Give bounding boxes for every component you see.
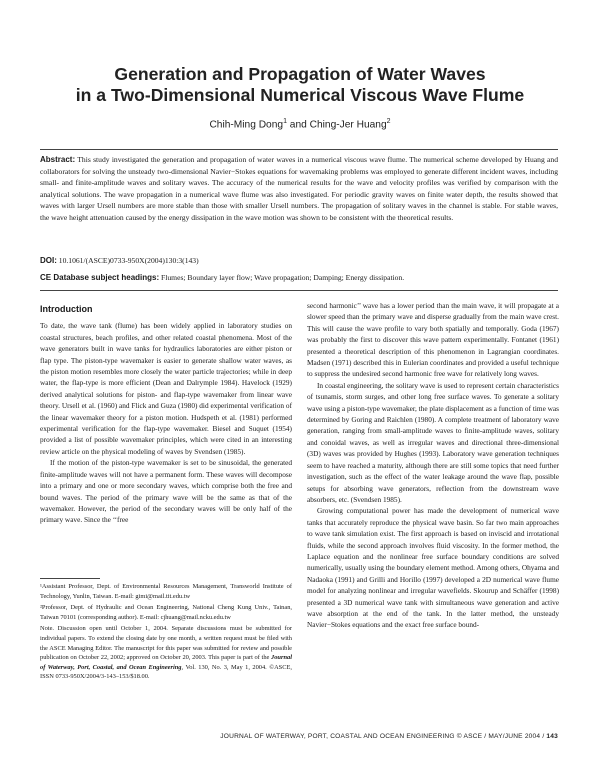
left-paragraph-1: To date, the wave tank (flume) has been widely applied in laboratory studies on coastal structures, beach profiles, and other related coastal phenomena. Most of the wave generators built in wave tanks for hydraulics laboratories are either piston or flap type. The piston-type wavemaker is easier to generate shallow water waves, as the piston motion resembles more closely the water particle trajectories; while in deep water, the flap-type is more efficient (Dean and Dalrymple 1984). Havelock (1929) derived analytical solutions for piston- and flap-type wavemaker from linear wave theory. Ursell et al. (1960) and Flick and Guza (1980) did experimental verification of the linear wavemaker theory for a piston motion. Hudspeth et al. (1981) performed experimental verification for the flap-type wavemaker. Biesel and Suquet (1954) provided a list of possible wavemaker principles, which were cited in an interesting review article on the physical modeling of waves by Svendsen (1985). xyxy=(40,321,292,456)
footer-journal-info: JOURNAL OF WATERWAY, PORT, COASTAL AND OCEAN ENGINEERING © ASCE / MAY/JUNE 2004 / xyxy=(220,733,547,740)
author-2: and Ching-Jer Huang xyxy=(286,119,387,131)
footnote-author-1: ¹Assistant Professor, Dept. of Environmental Resources Management, Transworld Institute of Technology, Yunlin, Taiwan. E-mail: gimi@mail.tit.edu.tw xyxy=(40,583,292,600)
doi-line xyxy=(40,256,558,265)
subject-headings-label: CE Database subject headings: xyxy=(40,273,160,282)
right-column xyxy=(307,300,559,631)
author-line xyxy=(40,118,560,130)
doi-value: 10.1061/(ASCE)0733-950X(2004)130:3(143) xyxy=(56,256,199,265)
abstract-top-rule xyxy=(40,149,558,150)
footnotes xyxy=(40,582,292,682)
subject-headings-value: Flumes; Boundary layer flow; Wave propagation; Damping; Energy dissipation. xyxy=(159,273,405,282)
doi-label: DOI: xyxy=(40,256,57,265)
page-footer xyxy=(0,733,558,740)
right-paragraph-3: Growing computational power has made the development of numerical wave tanks that accurately reproduce the physical wave basin. So far two main approaches to wave tank simulation exist. The first approach is based on inviscid and irrotational fluids, while the second approach involves fluid viscosity. In the former method, the Laplace equation and the nonlinear free surface boundary conditions are solved numerically, usually using the boundary element method. Among others, Ohyama and Nadaoka (1991) and Grilli and Horillo (1997) developed a 2D numerical wave flume model for analyzing nonlinear and irregular wavefields. Skourup and Schäffer (1998) presented a 3D numerical wave tank with simultaneous wave generation and active wave absorption at the end of the tank. In the latter method, the unsteady Navier−Stokes equations and the exact free surface bound- xyxy=(307,506,559,630)
left-paragraph-2: If the motion of the piston-type wavemaker is set to be sinusoidal, the generated finite-amplitude waves will not have a permanent form. These waves will decompose into a primary and one or more secondary waves, which comprise both the free and bound waves. The period of the primary wave will be the same as that of the wavemaker. However, the period of the secondary waves will be only half of the primary wave. Since the ‘‘free xyxy=(40,458,292,525)
author-1: Chih-Ming Dong xyxy=(209,119,284,131)
subject-headings-line xyxy=(40,273,558,282)
footnote-author-2: ²Professor, Dept. of Hydraulic and Ocean Engineering, National Cheng Kung Univ., Tainan, Taiwan 70101 (corresponding author). E-mail: cjhuang@mail.ncku.edu.tw xyxy=(40,604,292,621)
footnote-journal-name: Journal of Waterway, Port, Coastal, and Ocean Engineering xyxy=(40,654,292,671)
abstract-bottom-rule xyxy=(40,290,558,291)
abstract-text: This study investigated the generation and propagation of water waves in a numerical viscous wave flume. The numerical scheme developed by Huang and collaborators for solving the unsteady two-dimensional Navier−Stokes equations for wavemaking problems was employed to generate different incident waves, including small- and finite-amplitude waves and solitary waves. The accuracy of the numerical results for the wave and velocity profiles was verified by comparison with the analytical solutions. The wave propagation in a numerical wave flume was also investigated. For periodic gravity waves on finite water depth, the results showed that waves with larger Ursell numbers are more stable than those with smaller Ursell numbers. The propagation of solitary waves in the channel is stable. For stable waves, the wave height attenuation caused by the energy dissipation in the wave motion was shown to be consistent with the theoretical results. xyxy=(40,155,558,222)
footnote-note-text: Note. Discussion open until October 1, 2004. Separate discussions must be submitted for individual papers. To extend the closing date by one month, a written request must be filed with the ASCE Managing Editor. The manuscript for this paper was submitted for review and possible publication on October 22, 2002; approved on October 20, 2003. This paper is part of the xyxy=(40,625,292,662)
left-column xyxy=(40,304,292,526)
paper-title xyxy=(40,64,560,106)
author-1-affiliation-mark: 1 xyxy=(283,118,287,125)
author-2-affiliation-mark: 2 xyxy=(386,118,391,125)
abstract xyxy=(40,154,558,224)
title-line-1: Generation and Propagation of Water Waves xyxy=(114,64,486,84)
right-paragraph-1: second harmonic’’ wave has a lower period than the main wave, it will propagate at a slower speed than the primary wave and disperse gradually from the main wave crest. This will cause the wave profile to vary both spatially and temporally. Goda (1967) was probably the first to discover this wave pattern experimentally. Fontanet (1961) presented a theoretical description of this phenomenon in Lagrangian coordinates. Madsen (1971) described this in Eulerian coordinates and provided a useful technique to suppress the undesired second harmonic free wave for relatively long waves. xyxy=(307,301,559,379)
page-number: 143 xyxy=(546,733,558,740)
footnote-note xyxy=(40,624,292,682)
title-line-2: in a Two-Dimensional Numerical Viscous Wave Flume xyxy=(75,85,525,105)
abstract-label: Abstract: xyxy=(40,155,76,164)
footnote-rule xyxy=(40,578,100,579)
footnote-note-tail: , Vol. 130, No. 3, May 1, 2004. ©ASCE, ISSN 0733-950X/2004/3-143–153/$18.00. xyxy=(40,663,293,681)
introduction-heading: Introduction xyxy=(40,304,93,314)
right-paragraph-2: In coastal engineering, the solitary wave is used to represent certain characteristics of tsunamis, storm surges, and other long free surface waves. To generate a solitary wave using a piston-type wavemaker, the plate displacement as a function of time was determined by Goring and Raichlen (1980). A complete treatment of laboratory wave generation, ranging from small-amplitude waves to finite-amplitude waves, solitary and conoidal waves, as well as irregular waves and directional three-dimensional (3D) waves was provided by Hughes (1993). Laboratory wave generation techniques seem to have reached a maturity, although there are still some topics that need further investigation, such as the effect of the water leakage around the wave flap, possible setups for absorbing wave generators, reflection from the downstream wave absorbers, etc. (Svendsen 1985). xyxy=(307,380,559,504)
